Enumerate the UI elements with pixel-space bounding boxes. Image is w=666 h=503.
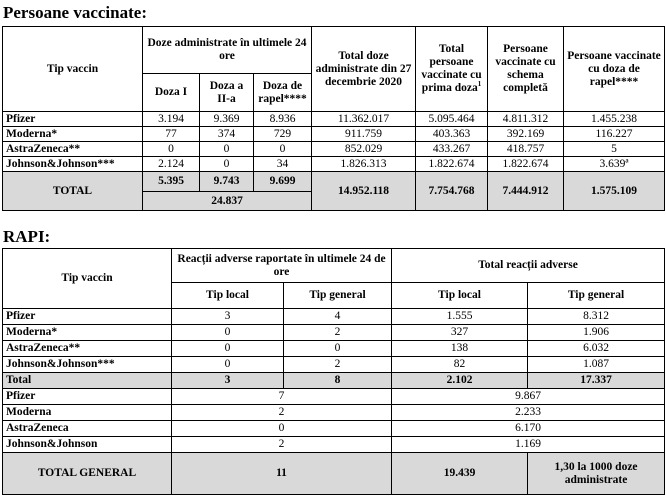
header-total-doze: Total doze administrate din 27 decembrie 2020 — [312, 27, 416, 112]
header-total-prima: Total persoane vaccinate cu prima doza$^1$ — [416, 27, 488, 112]
table-row: Pfizer 3.194 9.369 8.936 11.362.017 5.095.464 4.811.312 1.455.238 — [3, 112, 665, 127]
header-reactii-24h: Reacții adverse raportate în ultimele 24 de ore — [172, 249, 392, 283]
total-24h-sum: 24.837 — [143, 192, 312, 211]
header-tip-vaccin: Tip vaccin — [3, 249, 172, 309]
section-title-rapi: RAPI: — [3, 227, 51, 246]
header-rapel-total: Persoane vaccinate cu doza de rapel**** — [564, 27, 665, 112]
summary-row: AstraZeneca 0 6.170 — [3, 421, 665, 437]
header-tip-vaccin: Tip vaccin — [3, 27, 143, 112]
table-row: Johnson&Johnson*** 0 2 82 1.087 — [3, 357, 665, 373]
total-row: Total 3 8 2.102 17.337 — [3, 373, 665, 389]
header-doza2: Doza a II-a — [200, 74, 254, 112]
table-row: Pfizer 3 4 1.555 8.312 — [3, 309, 665, 325]
adverse-reactions-table — [2, 248, 665, 495]
grand-total-row: TOTAL GENERAL 11 19.439 1,30 la 1000 doze administrate — [3, 453, 665, 495]
table-row: AstraZeneca** 0 0 0 852.029 433.267 418.757 5 — [3, 142, 665, 157]
header-local-24h: Tip local — [172, 283, 284, 309]
header-general-24h: Tip general — [284, 283, 392, 309]
table-row: Johnson&Johnson*** 2.124 0 34 1.826.313 1.822.674 1.822.674 3.639ª — [3, 157, 665, 172]
section-title-vaccinated: Persoane vaccinate: — [3, 3, 147, 22]
summary-row: Johnson&Johnson 2 1.169 — [3, 437, 665, 453]
header-general-total: Tip general — [528, 283, 665, 309]
header-local-total: Tip local — [392, 283, 528, 309]
vaccination-table — [2, 26, 665, 211]
table-row: AstraZeneca** 0 0 138 6.032 — [3, 341, 665, 357]
summary-row: Pfizer 7 9.867 — [3, 389, 665, 405]
header-schema-completa: Persoane vaccinate cu schema completă — [488, 27, 564, 112]
header-doza1: Doza I — [143, 74, 200, 112]
header-total-reactii: Total reacții adverse — [392, 249, 665, 283]
summary-row: Moderna 2 2.233 — [3, 405, 665, 421]
total-row: TOTAL 5.395 9.743 9.699 14.952.118 7.754.768 7.444.912 1.575.109 — [3, 172, 665, 192]
table-row: Moderna* 0 2 327 1.906 — [3, 325, 665, 341]
table-row: Moderna* 77 374 729 911.759 403.363 392.169 116.227 — [3, 127, 665, 142]
header-rapel: Doza de rapel**** — [254, 74, 312, 112]
header-doze-24h: Doze administrate în ultimele 24 ore — [143, 27, 312, 74]
